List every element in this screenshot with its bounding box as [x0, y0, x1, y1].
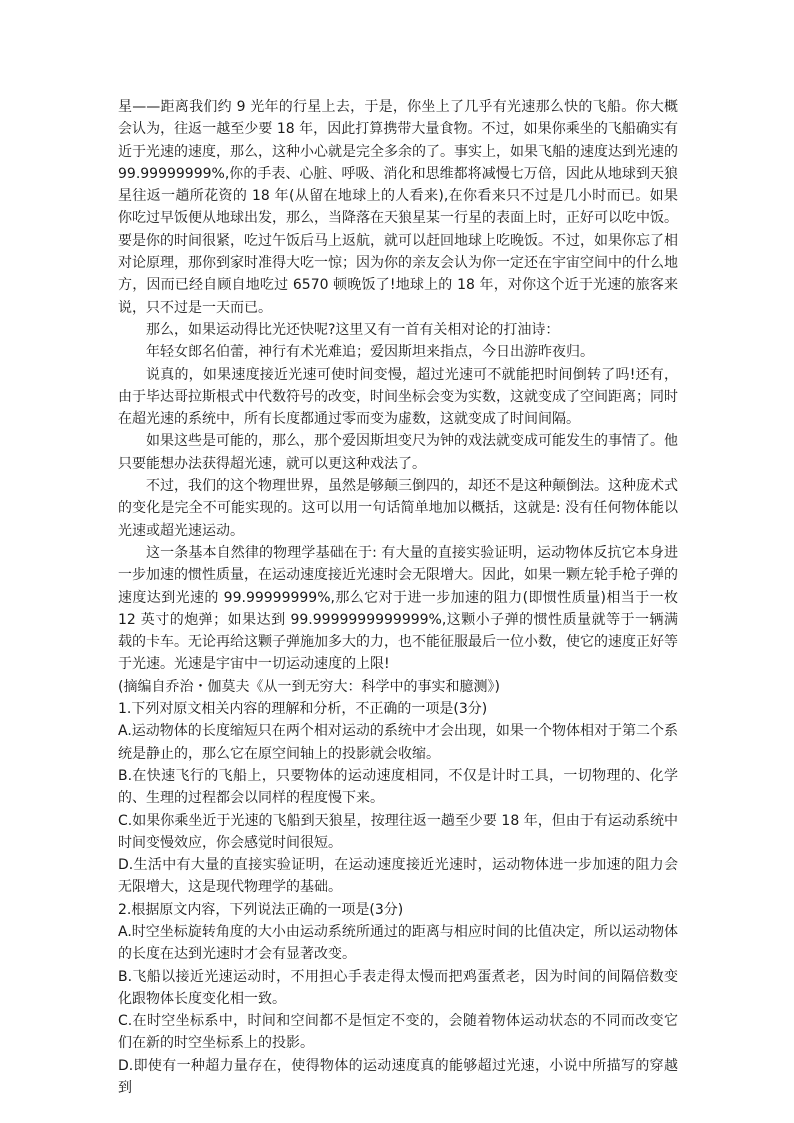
question-2-option-c: C.在时空坐标系中，时间和空间都不是恒定不变的，会随着物体运动状态的不同而改变它们在新的时空坐标系上的投影。: [118, 1013, 678, 1052]
question-1-option-d: D.生活中有大量的直接实验证明，在运动速度接近光速时，运动物体进一步加速的阻力会无限增大，这是现代物理学的基础。: [118, 857, 678, 896]
question-1-stem: 1.下列对原文相关内容的理解和分析，不正确的一项是(3分): [118, 701, 488, 718]
passage-paragraph-6: 这一条基本自然律的物理学基础在于: 有大量的直接实验证明，运动物体反抗它本身进一步加速的惯性质量，在运动速度接近光速时会无限增大。因此，如果一颗左轮手枪子弹的速度达到光速的 99.99999999%,那么它对于进一步加速的阻力(即惯性质量)相当于一枚 12 英寸的炮弹；如果达到 99.9999999999999%,这颗小子弹的惯性质量就等于一辆满载的卡车。无论再给这颗子弹施加多大的力，也不能征服最后一位小数，使它的速度正好等于光速。光速是宇宙中一切运动速度的上限!: [118, 544, 678, 673]
question-2-option-a: A.时空坐标旋转角度的大小由运动系统所通过的距离与相应时间的比值决定，所以运动物体的长度在达到光速时才会有显著改变。: [118, 923, 678, 963]
passage-poem: 年轻女郎名伯蕾，神行有术光难追；爱因斯坦来指点，今日出游昨夜归。: [146, 344, 594, 361]
passage-paragraph-5: 不过，我们的这个物理世界，虽然是够颠三倒四的，却还不是这种颠倒法。这种庞术式的变化是完全不可能实现的。这可以用一句话简单地加以概括，这就是: 没有任何物体能以光速或超光速运动。: [118, 478, 678, 539]
question-1-option-b: B.在快速飞行的飞船上，只要物体的运动速度相同，不仅是计时工具，一切物理的、化学的、生理的过程都会以同样的程度慢下来。: [118, 767, 678, 807]
source-citation: (摘编自乔治・伽莫夫《从一到无穷大：科学中的事实和臆测》): [118, 678, 500, 695]
question-2-stem: 2.根据原文内容，下列说法正确的一项是(3分): [118, 901, 404, 918]
question-1-option-c: C.如果你乘坐近于光速的飞船到天狼星，按理往返一趟至少要 18 年，但由于有运动系统中时间变慢效应，你会感觉时间很短。: [118, 812, 678, 851]
question-2-option-b: B.飞船以接近光速运动时，不用担心手表走得太慢而把鸡蛋煮老，因为时间的间隔倍数变化跟物体长度变化相一致。: [118, 968, 678, 1007]
passage-paragraph-3: 说真的，如果速度接近光速可使时间变慢，超过光速可不就能把时间倒转了吗!还有，由于毕达哥拉斯根式中代数符号的改变，时间坐标会变为实数，这就变成了空间距离；同时在超光速的系统中，所有长度都通过零而变为虚数，这就变成了时间间隔。: [118, 366, 678, 428]
exam-page: [118, 96, 678, 1099]
question-1-option-a: A.运动物体的长度缩短只在两个相对运动的系统中才会出现，如果一个物体相对于第二个系统是静止的，那么它在原空间轴上的投影就会收缩。: [118, 723, 678, 762]
passage-paragraph-2: 那么，如果运动得比光还快呢?这里又有一首有关相对论的打油诗：: [146, 321, 560, 338]
passage-paragraph-1: 星——距离我们约 9 光年的行星上去，于是，你坐上了几乎有光速那么快的飞船。你大概会认为，往返一越至少要 18 年，因此打算携带大量食物。不过，如果你乘坐的飞船确实有近于光速的速度，那么，这种小心就是完全多余的了。事实上，如果飞船的速度达到光速的 99.99999999%,你的手表、心脏、呼吸、消化和思维都将减慢七万倍，因此从地球到天狼星往返一趟所花资的 18 年(从留在地球上的人看来),在你看来只不过是几小时而已。如果你吃过早饭便从地球出发，那么，当降落在天狼星某一行星的表面上时，正好可以吃中饭。要是你的时间很紧，吃过午饭后马上返航，就可以赶回地球上吃晚饭。不过，如果你忘了相对论原理，那你到家时准得大吃一惊；因为你的亲友会认为你一定还在宇宙空间中的什么地方，因而已经自顾自地吃过 6570 顿晚饭了!地球上的 18 年，对你这个近于光速的旅客来说，只不过是一天而已。: [118, 99, 678, 316]
question-2-option-d: D.即使有一种超力量存在，使得物体的运动速度真的能够超过光速，小说中所描写的穿越到: [118, 1057, 678, 1097]
passage-paragraph-4: 如果这些是可能的，那么，那个爱因斯坦变尺为钟的戏法就变成可能发生的事情了。他只要能想办法获得超光速，就可以更这种戏法了。: [118, 433, 678, 472]
